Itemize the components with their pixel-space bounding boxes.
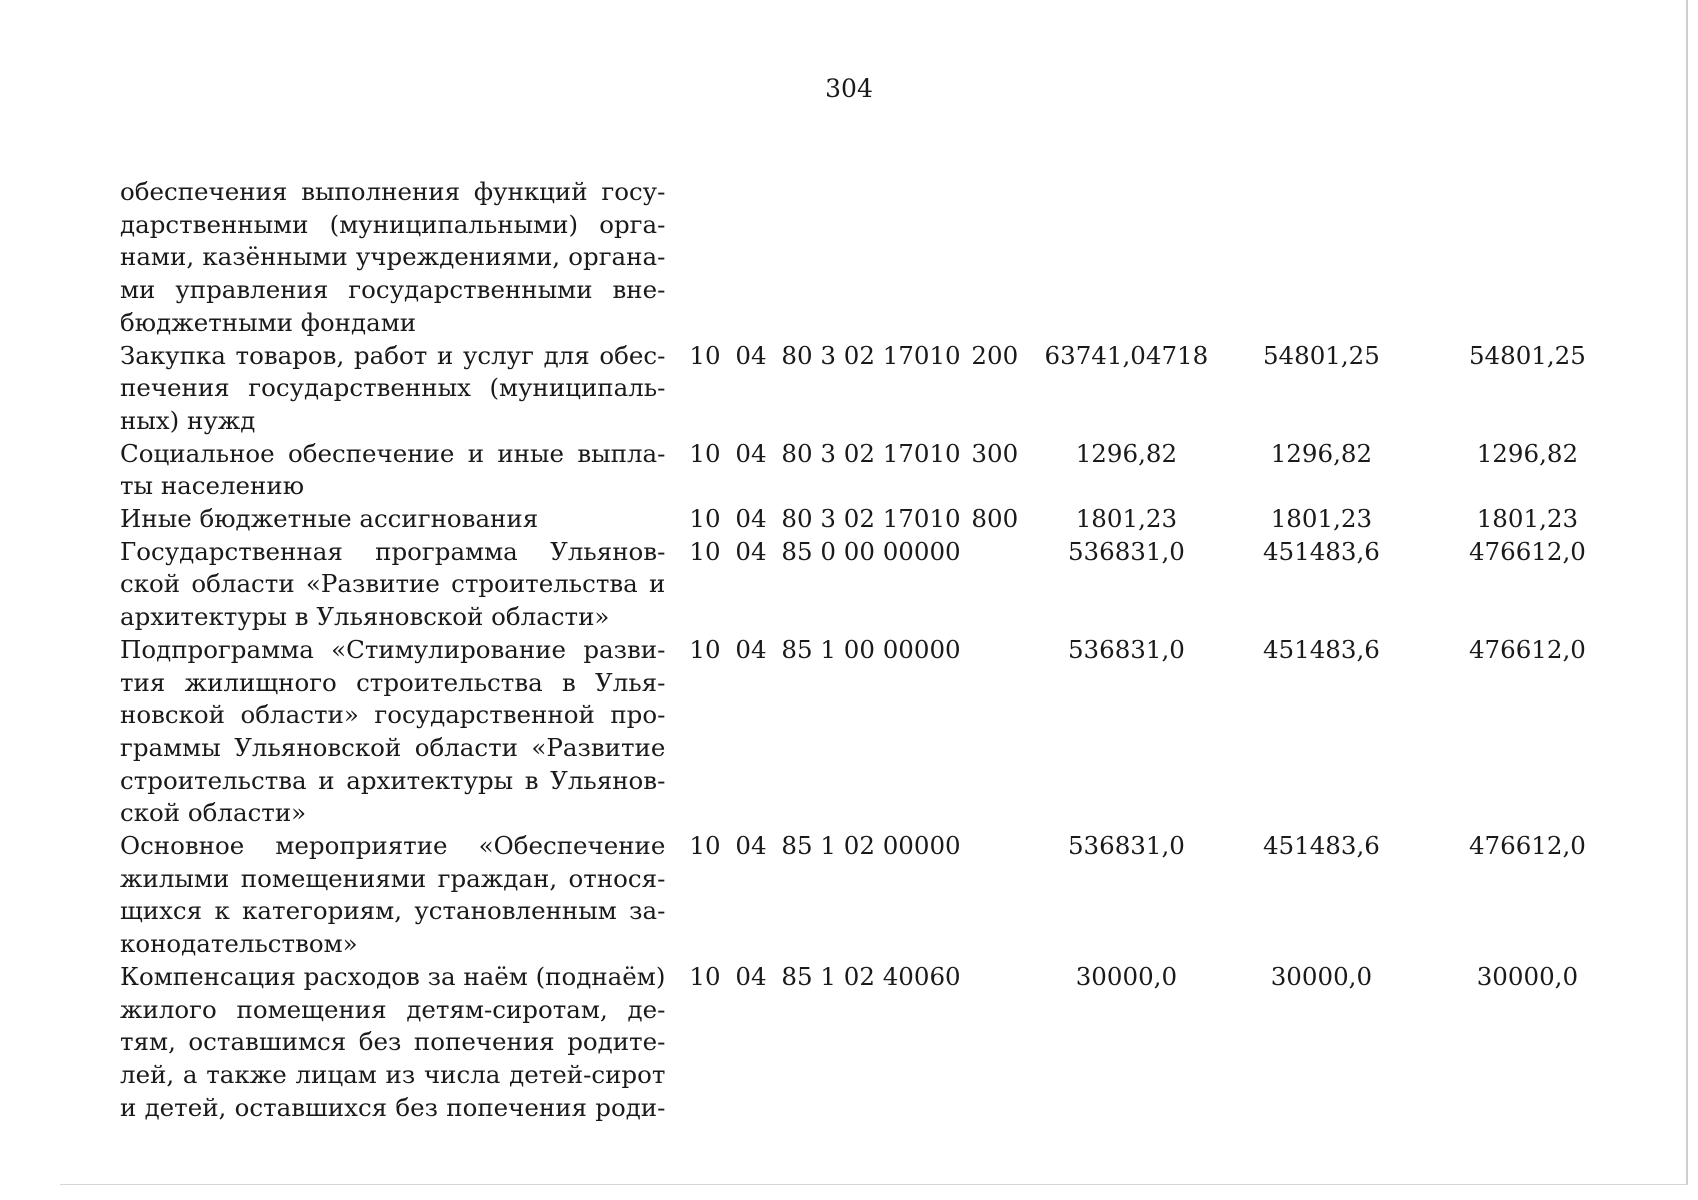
table-row: [120, 634, 1633, 830]
description-line: тям, оставшимся без попечения родите-: [120, 1027, 666, 1057]
subsection-code: 04: [735, 340, 767, 370]
amount-year-3: 476612,0: [1468, 536, 1586, 566]
expense-type-code: 200: [971, 340, 1019, 370]
scan-edge-right: [1686, 0, 1688, 1185]
description-line: новской области» государственной про-: [120, 700, 666, 730]
subsection-code: 04: [735, 504, 767, 534]
section-code: 10: [689, 504, 721, 534]
description-line: обеспечения выполнения функций госу-: [120, 177, 666, 206]
target-article-code: 85 1 02 40060: [781, 961, 961, 991]
table-row: [120, 438, 1633, 503]
description-line: Основное мероприятие «Обеспечение: [120, 831, 666, 861]
amount-year-3: 1801,23: [1476, 504, 1579, 534]
amount-year-2: 30000,0: [1270, 961, 1373, 991]
target-article-code: 85 1 02 00000: [781, 831, 961, 861]
page-number-text: 304: [825, 74, 873, 103]
description-line: жилыми помещениями граждан, относя-: [120, 863, 666, 893]
description-line: нами, казёнными учреждениями, органа-: [120, 242, 666, 272]
description-line: Закупка товаров, работ и услуг для обес-: [120, 340, 666, 370]
table-row: [120, 961, 1633, 1125]
table-row: [120, 340, 1633, 438]
amount-year-1: 536831,0: [1067, 831, 1185, 861]
expense-type-code: [971, 536, 1031, 634]
amount-year-3: [1421, 176, 1633, 340]
target-article-code: [781, 176, 971, 340]
section-code: 10: [689, 831, 721, 861]
description-line: ской области»: [120, 798, 307, 828]
subsection-code: 04: [735, 831, 767, 861]
section-code: 10: [689, 634, 721, 664]
expense-type-code: 300: [971, 438, 1019, 468]
description-line: лей, а также лицам из числа детей-сирот: [120, 1059, 666, 1089]
description-line: бюджетными фондами: [120, 307, 417, 337]
amount-year-1: 1801,23: [1075, 504, 1178, 534]
page-number: [0, 74, 1698, 103]
amount-year-1: 1296,82: [1075, 438, 1178, 468]
target-article-code: 85 1 00 00000: [781, 634, 961, 664]
amount-year-3: 1296,82: [1476, 438, 1579, 468]
description-line: Иные бюджетные ассигнования: [120, 504, 539, 534]
description-line: жилого помещения детям-сиротам, де-: [120, 994, 666, 1024]
description-line: Социальное обеспечение и иные выпла-: [120, 438, 666, 468]
description-line: и детей, оставшихся без попечения роди-: [120, 1092, 666, 1122]
subsection-code: 04: [735, 634, 767, 664]
row-description: [120, 634, 677, 830]
description-line: ми управления государственными вне-: [120, 275, 666, 305]
description-line: ных) нужд: [120, 405, 256, 435]
description-line: печения государственных (муниципаль-: [120, 373, 666, 403]
description-line: дарственными (муниципальными) орга-: [120, 209, 666, 239]
description-line: Компенсация расходов за наём (поднаём): [120, 961, 666, 991]
target-article-code: 80 3 02 17010: [781, 504, 961, 534]
section-code: 10: [689, 961, 721, 991]
amount-year-1: 536831,0: [1067, 536, 1185, 566]
budget-table-body: [120, 176, 1633, 1124]
amount-year-2: 1801,23: [1270, 504, 1373, 534]
subsection-code: 04: [735, 438, 767, 468]
section-code: 10: [689, 340, 721, 370]
amount-year-3: 30000,0: [1476, 961, 1579, 991]
amount-year-3: 476612,0: [1468, 831, 1586, 861]
subsection-code: [735, 176, 781, 340]
target-article-code: 80 3 02 17010: [781, 340, 961, 370]
table-row: [120, 536, 1633, 634]
amount-year-3: 54801,25: [1468, 340, 1586, 370]
scan-edge-bottom: [60, 1184, 1688, 1185]
amount-year-2: [1221, 176, 1421, 340]
amount-year-1: 536831,0: [1067, 634, 1185, 664]
subsection-code: 04: [735, 961, 767, 991]
amount-year-1: [1031, 176, 1221, 340]
table-row: [120, 503, 1633, 536]
description-line: щихся к категориям, установленным за-: [120, 896, 666, 926]
amount-year-2: 451483,6: [1262, 831, 1380, 861]
amount-year-2: 1296,82: [1270, 438, 1373, 468]
section-code: [677, 176, 735, 340]
description-line: ты населению: [120, 471, 305, 501]
table-row: [120, 830, 1633, 961]
expense-type-code: [971, 830, 1031, 961]
description-line: архитектуры в Ульяновской области»: [120, 602, 610, 632]
description-line: Подпрограмма «Стимулирование разви-: [120, 634, 666, 664]
row-description: [120, 536, 677, 634]
expense-type-code: [971, 176, 1031, 340]
description-line: конодательством»: [120, 929, 358, 959]
amount-year-1: 30000,0: [1075, 961, 1178, 991]
amount-year-2: 54801,25: [1262, 340, 1380, 370]
section-code: 10: [689, 438, 721, 468]
row-description: [120, 340, 677, 438]
description-line: строительства и архитектуры в Ульянов-: [120, 765, 666, 795]
expense-type-code: [971, 961, 1031, 1125]
amount-year-3: 476612,0: [1468, 634, 1586, 664]
row-description: [120, 830, 677, 961]
description-line: граммы Ульяновской области «Развитие: [120, 732, 666, 762]
description-line: тия жилищного строительства в Улья-: [120, 667, 666, 697]
amount-year-1: 63741,04718: [1044, 340, 1209, 370]
expense-type-code: 800: [971, 504, 1019, 534]
table-row: [120, 176, 1633, 340]
amount-year-2: 451483,6: [1262, 634, 1380, 664]
target-article-code: 80 3 02 17010: [781, 438, 961, 468]
amount-year-2: 451483,6: [1262, 536, 1380, 566]
budget-table: [120, 176, 1633, 1124]
description-line: Государственная программа Ульянов-: [120, 536, 666, 566]
row-description: [120, 438, 677, 503]
target-article-code: 85 0 00 00000: [781, 536, 961, 566]
section-code: 10: [689, 536, 721, 566]
subsection-code: 04: [735, 536, 767, 566]
row-description: [120, 176, 677, 340]
row-description: [120, 503, 677, 536]
description-line: ской области «Развитие строительства и: [120, 569, 666, 599]
row-description: [120, 961, 677, 1125]
expense-type-code: [971, 634, 1031, 830]
